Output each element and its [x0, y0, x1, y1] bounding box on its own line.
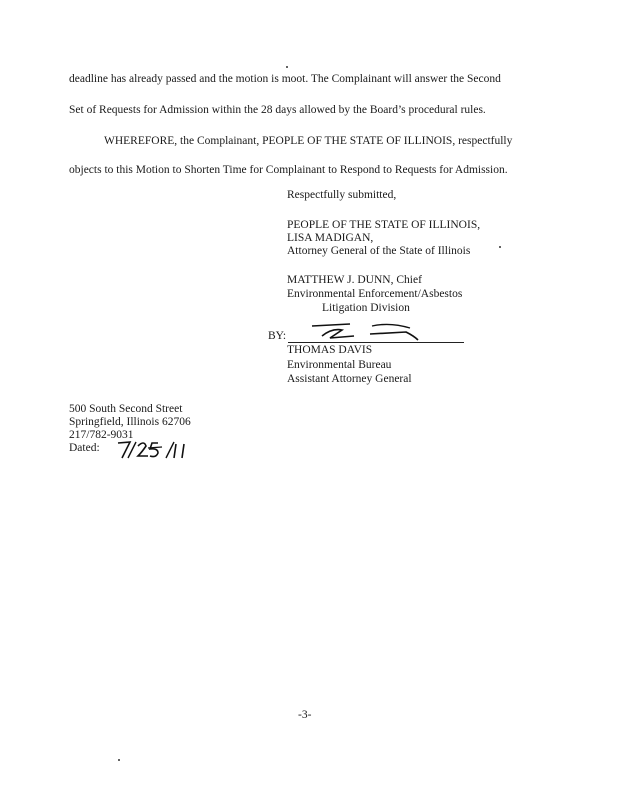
attorney-general-title: Attorney General of the State of Illinois [287, 245, 471, 257]
dated-label: Dated: [69, 442, 100, 454]
closing-text: Respectfully submitted, [287, 189, 397, 201]
signer-name: THOMAS DAVIS [287, 344, 373, 356]
scan-speck [118, 759, 120, 761]
address-city: Springfield, Illinois 62706 [69, 416, 191, 428]
party-name: PEOPLE OF THE STATE OF ILLINOIS, [287, 219, 481, 231]
handwritten-signature [310, 318, 420, 342]
division-name-line-2: Litigation Division [322, 302, 410, 314]
signer-bureau: Environmental Bureau [287, 359, 392, 371]
address-street: 500 South Second Street [69, 403, 183, 415]
scan-speck [286, 66, 288, 68]
scan-speck [499, 246, 501, 248]
division-name-line-1: Environmental Enforcement/Asbestos [287, 288, 463, 300]
signature-line [288, 342, 464, 343]
page-number: -3- [298, 709, 312, 721]
body-paragraph-1-line-2: Set of Requests for Admission within the 28 days allowed by the Board’s procedural rules. [69, 104, 486, 116]
body-paragraph-2-line-1: WHEREFORE, the Complainant, PEOPLE OF THE STATE OF ILLINOIS, respectfully [104, 135, 513, 147]
signer-title: Assistant Attorney General [287, 373, 412, 385]
body-paragraph-1-line-1: deadline has already passed and the motion is moot. The Complainant will answer the Second [69, 73, 501, 85]
address-phone: 217/782-9031 [69, 429, 134, 441]
handwritten-date [112, 438, 194, 460]
division-chief: MATTHEW J. DUNN, Chief [287, 274, 422, 286]
attorney-general-name: LISA MADIGAN, [287, 232, 374, 244]
body-paragraph-2-line-2: objects to this Motion to Shorten Time for Complainant to Respond to Requests for Admission. [69, 164, 508, 176]
by-label: BY: [268, 330, 287, 342]
